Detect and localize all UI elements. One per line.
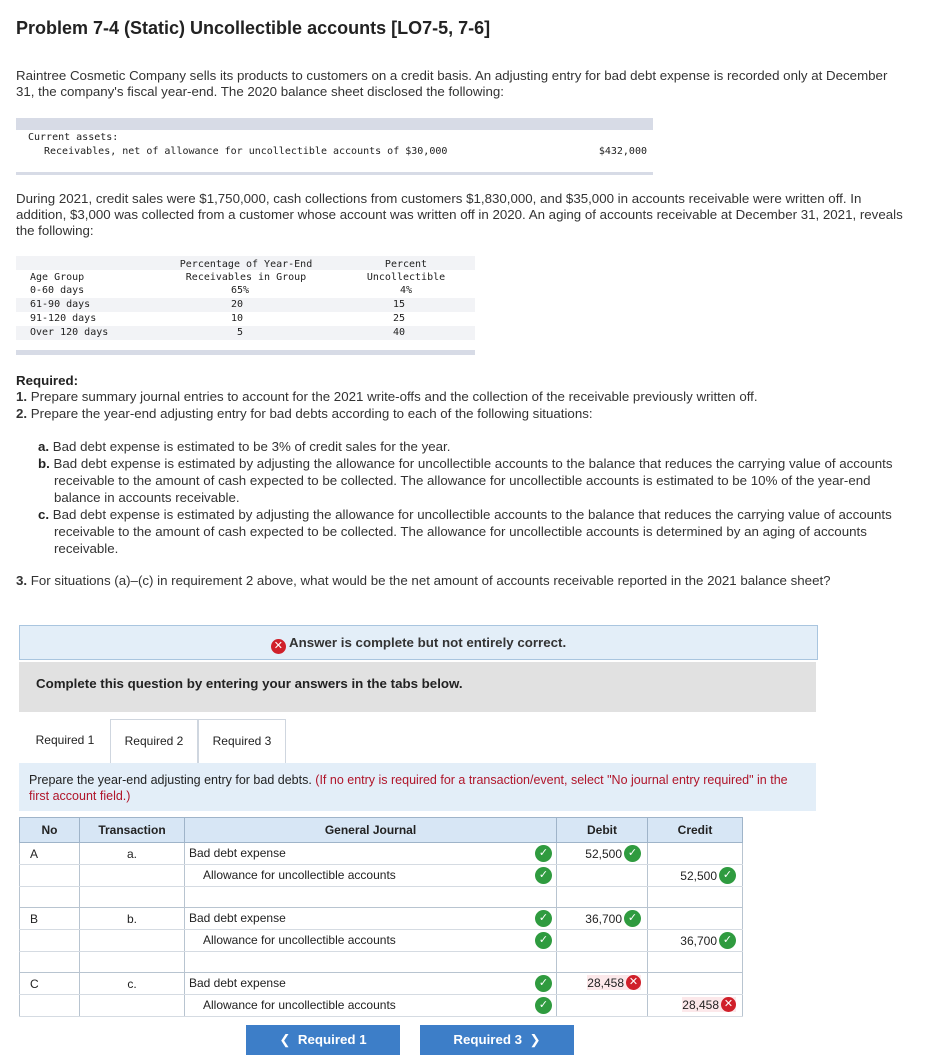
answer-status-banner bbox=[19, 625, 818, 660]
aging-row-pct: 65% bbox=[231, 285, 250, 296]
incorrect-icon: ✕ bbox=[721, 997, 736, 1012]
table-row bbox=[20, 843, 743, 865]
account-field[interactable]: Bad debt expense ✓ bbox=[185, 843, 557, 865]
check-icon: ✓ bbox=[535, 910, 552, 927]
aging-row-uncoll: 15 bbox=[393, 299, 406, 310]
incorrect-icon: ✕ bbox=[271, 639, 286, 654]
header-general-journal: General Journal bbox=[185, 818, 557, 843]
credit-field[interactable]: 28,458 ✕ bbox=[648, 995, 743, 1017]
credit-field[interactable]: 52,500 ✓ bbox=[648, 865, 743, 887]
aging-header-pct-2: Receivables in Group bbox=[185, 272, 307, 283]
entry-transaction: b. bbox=[80, 908, 185, 930]
required-heading: Required: bbox=[16, 373, 79, 388]
incorrect-icon: ✕ bbox=[626, 975, 641, 990]
aging-row-group: 0-60 days bbox=[30, 285, 85, 296]
entry-no: B bbox=[20, 908, 80, 930]
aging-row-pct: 5 bbox=[237, 327, 244, 338]
complete-prompt: Complete this question by entering your answers in the tabs below. bbox=[36, 676, 463, 691]
entry-no: A bbox=[20, 843, 80, 865]
check-icon: ✓ bbox=[535, 932, 552, 949]
aging-row-group: 61-90 days bbox=[30, 299, 91, 310]
aging-row-uncoll: 25 bbox=[393, 313, 406, 324]
aging-row-group: 91-120 days bbox=[30, 313, 97, 324]
entry-no: C bbox=[20, 973, 80, 995]
aging-header-group: Age Group bbox=[30, 272, 85, 283]
header-transaction: Transaction bbox=[80, 818, 185, 843]
table-row bbox=[20, 930, 743, 952]
entry-transaction: c. bbox=[80, 973, 185, 995]
debit-field[interactable]: 36,700 ✓ bbox=[557, 908, 648, 930]
aging-header-uncoll-2: Uncollectible bbox=[366, 272, 446, 283]
balance-line-2-value: $432,000 bbox=[598, 146, 647, 157]
check-icon: ✓ bbox=[535, 997, 552, 1014]
table-row bbox=[20, 995, 743, 1017]
table-row bbox=[20, 908, 743, 930]
debit-field[interactable]: 28,458 ✕ bbox=[557, 973, 648, 995]
prev-required-button[interactable]: ❮ Required 1 bbox=[246, 1025, 400, 1055]
next-required-button[interactable]: Required 3 ❯ bbox=[420, 1025, 574, 1055]
table-row bbox=[20, 865, 743, 887]
chevron-left-icon: ❮ bbox=[279, 1032, 291, 1047]
instruction-panel bbox=[19, 763, 816, 811]
account-field[interactable]: Allowance for uncollectible accounts ✓ bbox=[185, 995, 557, 1017]
table-row bbox=[20, 952, 743, 973]
table-row bbox=[20, 973, 743, 995]
check-icon: ✓ bbox=[535, 867, 552, 884]
header-no: No bbox=[20, 818, 80, 843]
check-icon: ✓ bbox=[719, 932, 736, 949]
instruction-note: (If no entry is required for a transaction/event, select "No journal entry required" in the first account field.) bbox=[29, 773, 788, 803]
requirement-2: 2. Prepare the year-end adjusting entry for bad debts according to each of the following situations: bbox=[16, 406, 593, 421]
credit-field[interactable] bbox=[648, 843, 743, 865]
aging-row-pct: 20 bbox=[231, 299, 244, 310]
header-debit: Debit bbox=[557, 818, 648, 843]
account-field[interactable]: Allowance for uncollectible accounts ✓ bbox=[185, 930, 557, 952]
balance-sheet-box bbox=[16, 118, 653, 175]
requirement-1: 1. Prepare summary journal entries to account for the 2021 write-offs and the collection of the receivable previously written off. bbox=[16, 389, 758, 404]
requirement-3: 3. For situations (a)–(c) in requirement 2 above, what would be the net amount of accounts receivable reported in the 2021 balance sheet? bbox=[16, 573, 831, 588]
during-text: During 2021, credit sales were $1,750,000, cash collections from customers $1,830,000, and $35,000 in accounts receivable were written off. In addition, $3,000 was collected from a customer whose account was written off in 2020. An aging of accounts receivable at December 31, 2021, reveals the following: bbox=[16, 191, 903, 238]
instruction-text: Prepare the year-end adjusting entry for bad debts. bbox=[29, 773, 312, 787]
check-icon: ✓ bbox=[719, 867, 736, 884]
tab-required-3[interactable]: Required 3 bbox=[198, 719, 286, 763]
answer-status-text: Answer is complete but not entirely correct. bbox=[289, 635, 567, 650]
debit-field[interactable] bbox=[557, 865, 648, 887]
chevron-right-icon: ❯ bbox=[529, 1032, 541, 1047]
credit-field[interactable] bbox=[648, 973, 743, 995]
situation-b: b. Bad debt expense is estimated by adjusting the allowance for uncollectible accounts to the balance that reduces the carrying value of accounts receivable to the amount of cash expected to be collected. The allowance for uncollectible accounts is estimated to be 10% of the year-end balance in accounts receivable. bbox=[38, 456, 893, 505]
situation-c: c. Bad debt expense is estimated by adjusting the allowance for uncollectible accounts to the balance that reduces the carrying value of accounts receivable to the amount of cash expected to be collected. The allowance for uncollectible accounts is determined by an aging of accounts receivable. bbox=[38, 507, 892, 556]
check-icon: ✓ bbox=[535, 845, 552, 862]
debit-field[interactable] bbox=[557, 995, 648, 1017]
aging-header-uncoll-1: Percent bbox=[384, 259, 428, 270]
entry-transaction: a. bbox=[80, 843, 185, 865]
journal-table bbox=[19, 817, 743, 1017]
account-field[interactable]: Bad debt expense ✓ bbox=[185, 973, 557, 995]
check-icon: ✓ bbox=[535, 975, 552, 992]
header-credit: Credit bbox=[648, 818, 743, 843]
balance-line-1: Current assets: bbox=[28, 132, 119, 143]
aging-row-uncoll: 4% bbox=[400, 285, 413, 296]
tab-required-2[interactable]: Required 2 bbox=[110, 719, 198, 764]
credit-field[interactable] bbox=[648, 908, 743, 930]
credit-field[interactable]: 36,700 ✓ bbox=[648, 930, 743, 952]
aging-table bbox=[16, 256, 475, 355]
tab-required-1[interactable]: Required 1 bbox=[35, 733, 95, 747]
aging-row-uncoll: 40 bbox=[393, 327, 406, 338]
table-row bbox=[20, 887, 743, 908]
intro-text: Raintree Cosmetic Company sells its products to customers on a credit basis. An adjusting entry for bad debt expense is recorded only at December 31, the company's fiscal year-end. The 2020 balance sheet disclosed the following: bbox=[16, 68, 888, 99]
aging-row-group: Over 120 days bbox=[30, 327, 109, 338]
instructions-bar bbox=[19, 662, 816, 712]
debit-field[interactable]: 52,500 ✓ bbox=[557, 843, 648, 865]
situation-a: a. Bad debt expense is estimated to be 3% of credit sales for the year. bbox=[38, 439, 451, 454]
balance-line-2: Receivables, net of allowance for uncollectible accounts of $30,000 bbox=[44, 146, 448, 157]
check-icon: ✓ bbox=[624, 845, 641, 862]
debit-field[interactable] bbox=[557, 930, 648, 952]
page-title: Problem 7-4 (Static) Uncollectible accounts [LO7-5, 7-6] bbox=[16, 18, 491, 38]
check-icon: ✓ bbox=[624, 910, 641, 927]
account-field[interactable]: Allowance for uncollectible accounts ✓ bbox=[185, 865, 557, 887]
aging-row-pct: 10 bbox=[231, 313, 244, 324]
aging-header-pct-1: Percentage of Year-End bbox=[179, 259, 313, 270]
account-field[interactable]: Bad debt expense ✓ bbox=[185, 908, 557, 930]
